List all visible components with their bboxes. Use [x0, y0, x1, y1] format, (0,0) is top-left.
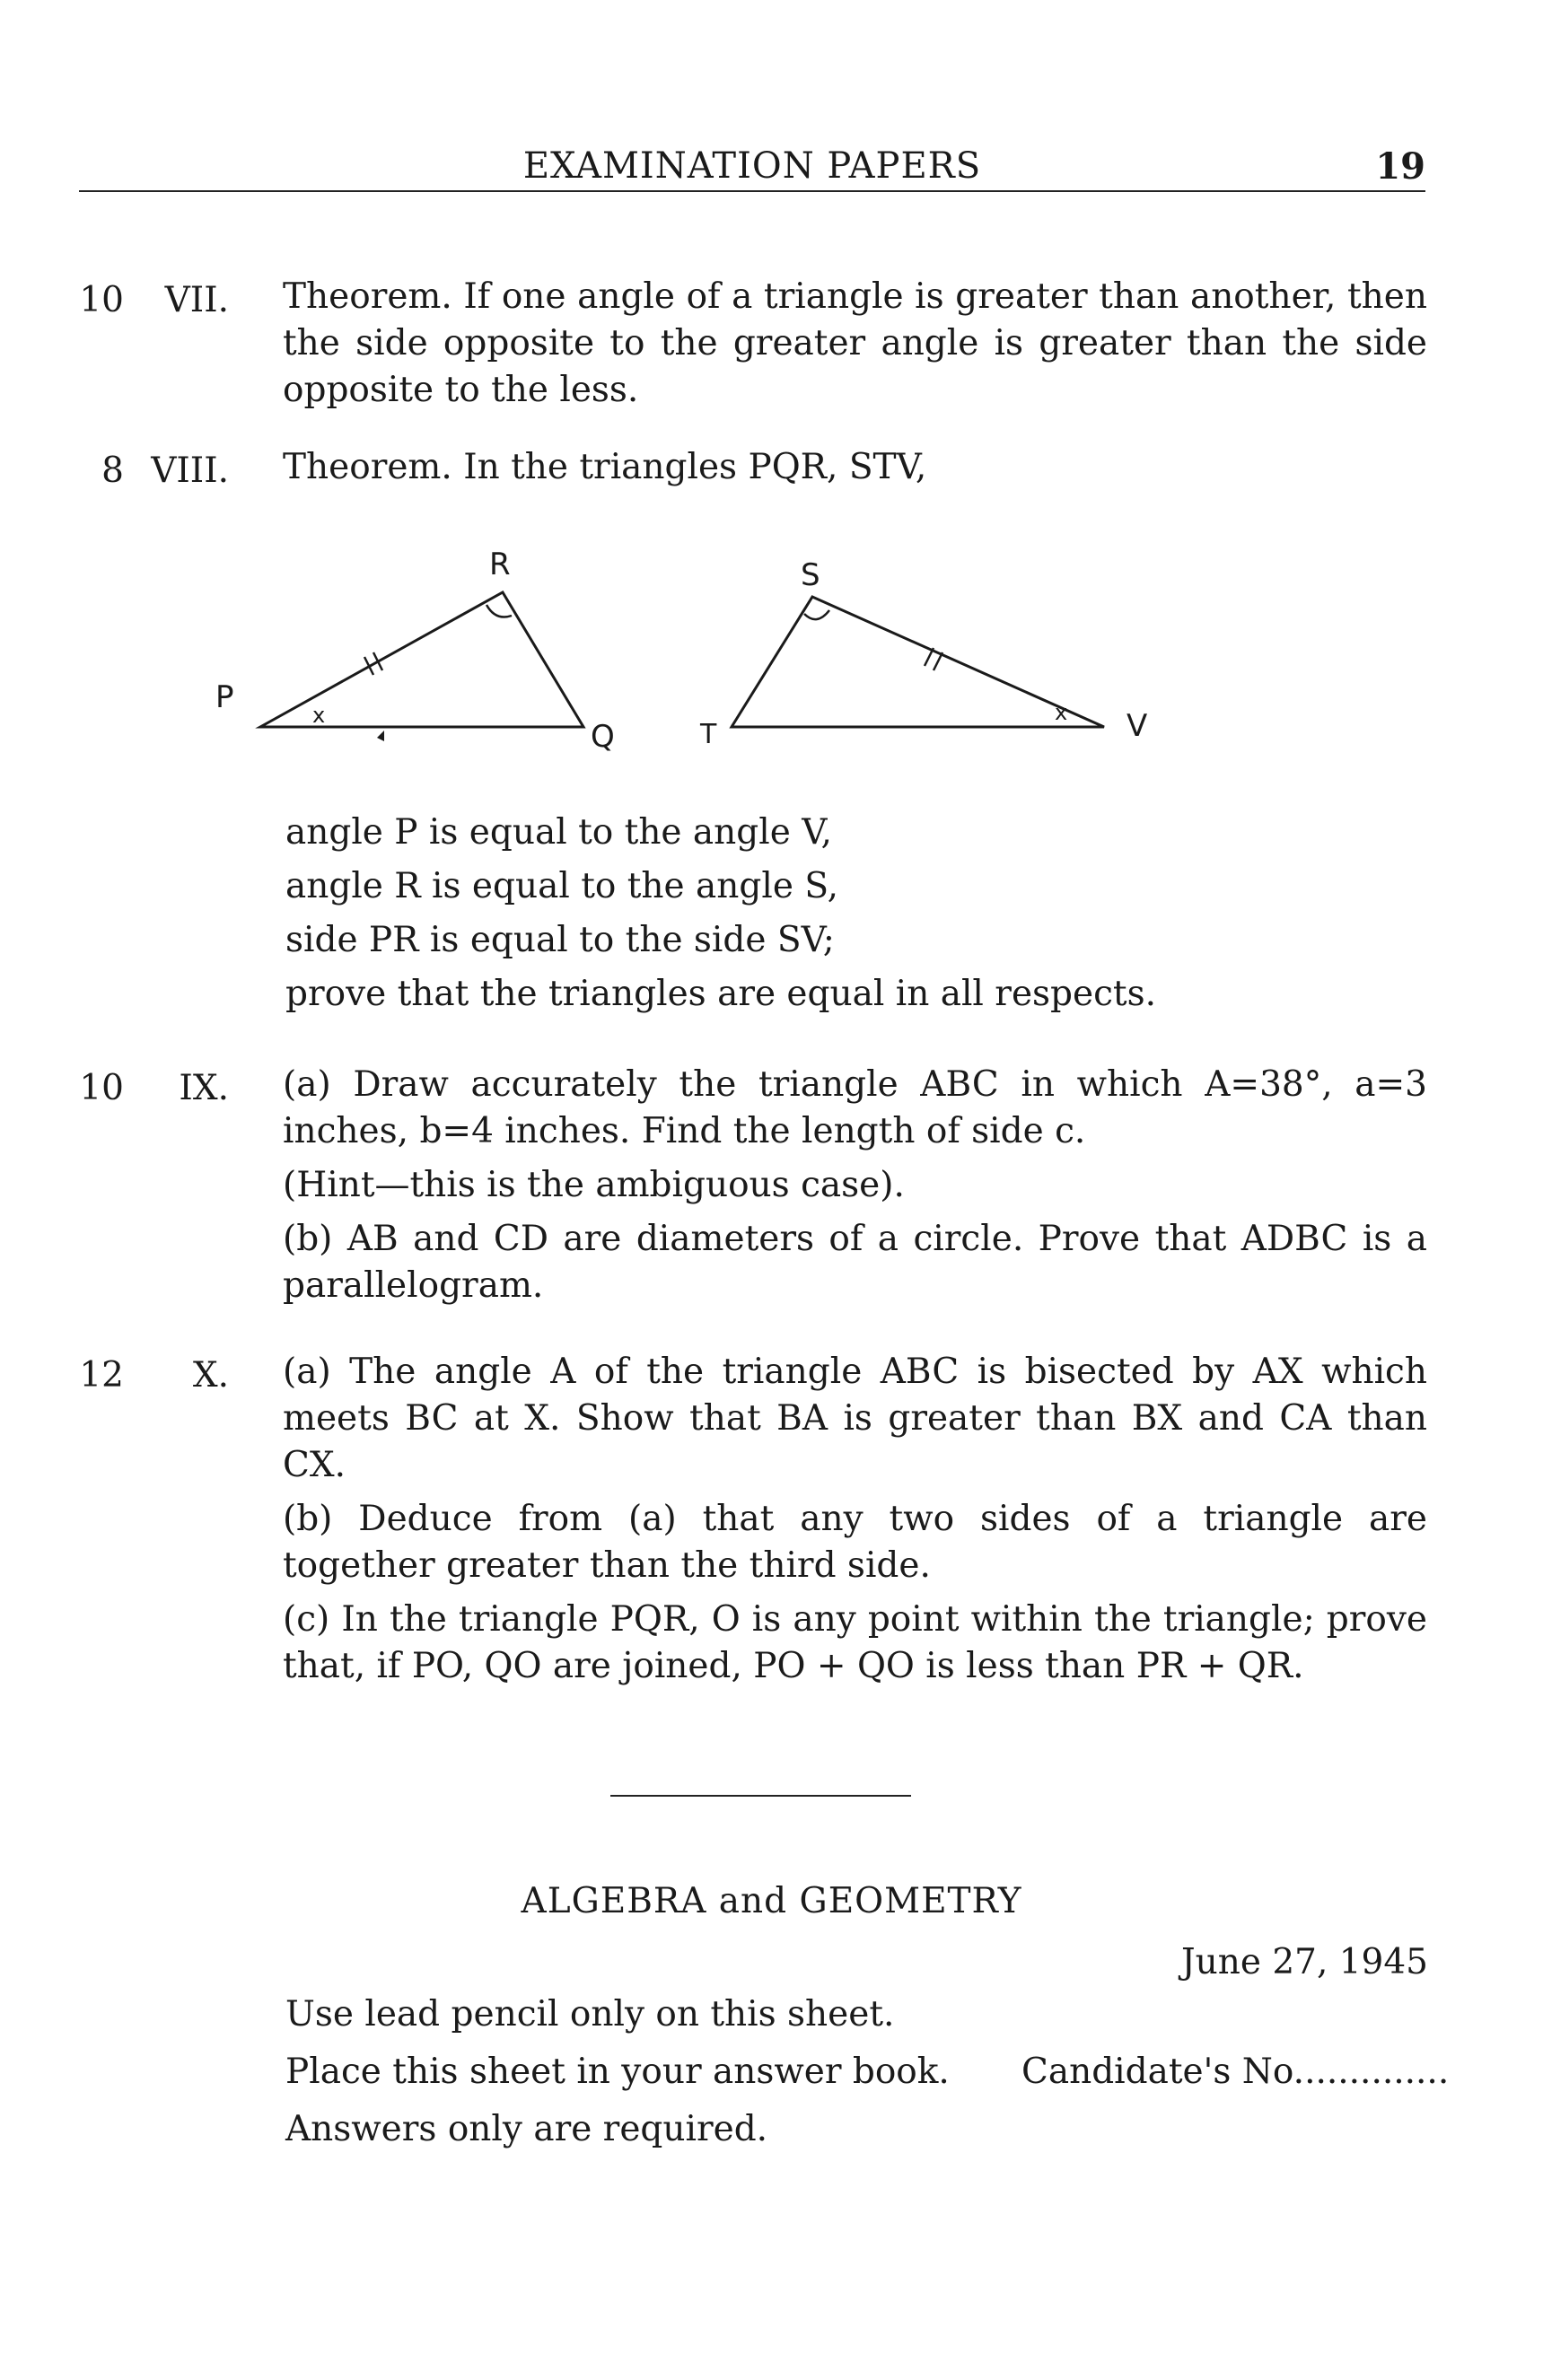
- q7-statement: Theorem. If one angle of a triangle is greater than another, then the side opposite to the greater angle is greater than the side opposite to the less.: [283, 276, 1427, 410]
- q9-text: [283, 1062, 1427, 1317]
- label-q: Q: [591, 719, 615, 755]
- instruction-2: Place this sheet in your answer book.: [285, 2052, 950, 2092]
- triangle-stv: [732, 597, 1104, 727]
- q8-line-4: prove that the triangles are equal in all respects.: [285, 974, 1157, 1014]
- q8-number: VIII.: [151, 451, 229, 491]
- q9-part-b: (b) AB and CD are diameters of a circle. Prove that ADBC is a parallelogram.: [283, 1219, 1427, 1306]
- q10-text: [283, 1349, 1427, 1697]
- q10-part-b: (b) Deduce from (a) that any two sides of a triangle are together greater than the third side.: [283, 1499, 1427, 1586]
- q7-number: VII.: [164, 280, 229, 320]
- q8-conditions: [285, 809, 1156, 1025]
- q8-line-1: angle P is equal to the angle V,: [285, 812, 832, 853]
- q9-marks: 10: [79, 1068, 124, 1108]
- q9-hint: (Hint—this is the ambiguous case).: [283, 1165, 905, 1205]
- label-p: P: [215, 679, 234, 715]
- q10-marks: 12: [79, 1355, 124, 1396]
- instruction-1: Use lead pencil only on this sheet.: [285, 1994, 895, 2034]
- label-v: V: [1127, 708, 1148, 744]
- q10-part-c: (c) In the triangle PQR, O is any point within the triangle; prove that, if PO, QO are joined, PO + QO is less than PR + QR.: [283, 1599, 1427, 1686]
- label-t: T: [700, 719, 717, 750]
- label-x-p: x: [312, 703, 326, 728]
- q8-intro: Theorem. In the triangles PQR, STV,: [283, 447, 927, 487]
- triangles-figure: [206, 547, 1319, 772]
- section-title: ALGEBRA and GEOMETRY: [521, 1881, 1022, 1921]
- section-divider: [610, 1795, 911, 1797]
- q8-line-3: side PR is equal to the side SV;: [285, 920, 835, 960]
- exam-date: June 27, 1945: [1180, 1942, 1428, 1982]
- instruction-3: Answers only are required.: [285, 2109, 768, 2149]
- triangle-pqr: [260, 592, 583, 741]
- label-s: S: [801, 557, 820, 593]
- q8-intro-block: [283, 444, 1427, 498]
- q7-marks: 10: [79, 280, 124, 320]
- q10-part-a: (a) The angle A of the triangle ABC is bisected by AX which meets BC at X. Show that BA is greater than BX and CA than CX.: [283, 1352, 1427, 1485]
- candidate-number: Candidate's No..............: [1021, 2052, 1450, 2092]
- q10-number: X.: [192, 1355, 229, 1396]
- running-title: EXAMINATION PAPERS: [522, 145, 982, 187]
- label-x-v: x: [1055, 700, 1068, 725]
- page-number: 19: [1375, 145, 1425, 188]
- q9-part-a: (a) Draw accurately the triangle ABC in which A=38°, a=3 inches, b=4 inches. Find the length of side c.: [283, 1064, 1427, 1151]
- label-r: R: [489, 547, 511, 582]
- q7-text: [283, 274, 1427, 421]
- q8-line-2: angle R is equal to the angle S,: [285, 866, 839, 906]
- q9-number: IX.: [179, 1068, 229, 1108]
- q8-marks: 8: [101, 451, 124, 491]
- page-header: [79, 136, 1425, 192]
